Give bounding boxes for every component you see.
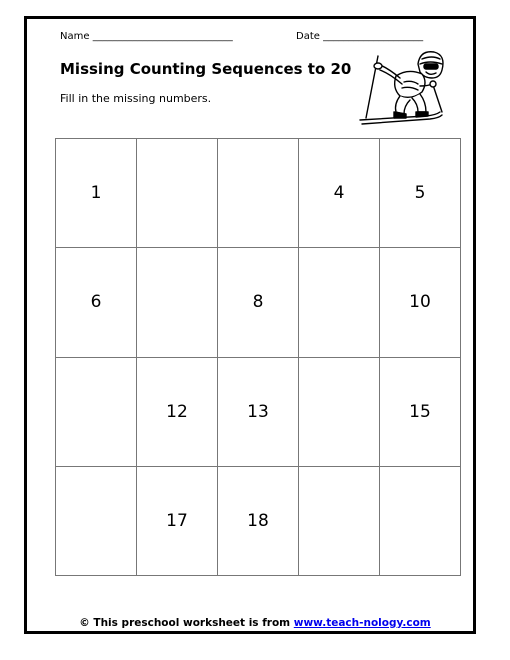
grid-cell[interactable] — [299, 358, 380, 467]
grid-cell[interactable] — [137, 139, 218, 248]
name-blank[interactable]: ____________________________ — [92, 31, 233, 42]
grid-cell: 1 — [56, 139, 137, 248]
footer-text: © This preschool worksheet is from — [79, 617, 294, 629]
worksheet-title: Missing Counting Sequences to 20 — [60, 60, 352, 78]
instructions: Fill in the missing numbers. — [60, 92, 212, 105]
name-field[interactable] — [60, 31, 233, 42]
grid-cell: 6 — [56, 248, 137, 357]
footer-link[interactable]: www.teach-nology.com — [293, 617, 431, 629]
grid-cell: 15 — [380, 358, 461, 467]
date-label: Date — [296, 31, 320, 42]
date-field[interactable] — [296, 31, 423, 42]
grid-cell: 8 — [218, 248, 299, 357]
grid-cell: 13 — [218, 358, 299, 467]
name-label: Name — [60, 31, 90, 42]
grid-cell[interactable] — [137, 248, 218, 357]
number-grid — [55, 138, 461, 576]
grid-cell: 10 — [380, 248, 461, 357]
grid-cell[interactable] — [299, 467, 380, 576]
date-blank[interactable]: ____________________ — [323, 31, 424, 42]
footer — [0, 617, 510, 629]
grid-cell: 17 — [137, 467, 218, 576]
grid-cell: 12 — [137, 358, 218, 467]
grid-cell: 18 — [218, 467, 299, 576]
grid-cell[interactable] — [299, 248, 380, 357]
grid-cell[interactable] — [56, 358, 137, 467]
grid-cell[interactable] — [218, 139, 299, 248]
grid-cell[interactable] — [56, 467, 137, 576]
grid-cell: 4 — [299, 139, 380, 248]
grid-cell: 5 — [380, 139, 461, 248]
grid-cell[interactable] — [380, 467, 461, 576]
skier-icon — [356, 42, 446, 130]
